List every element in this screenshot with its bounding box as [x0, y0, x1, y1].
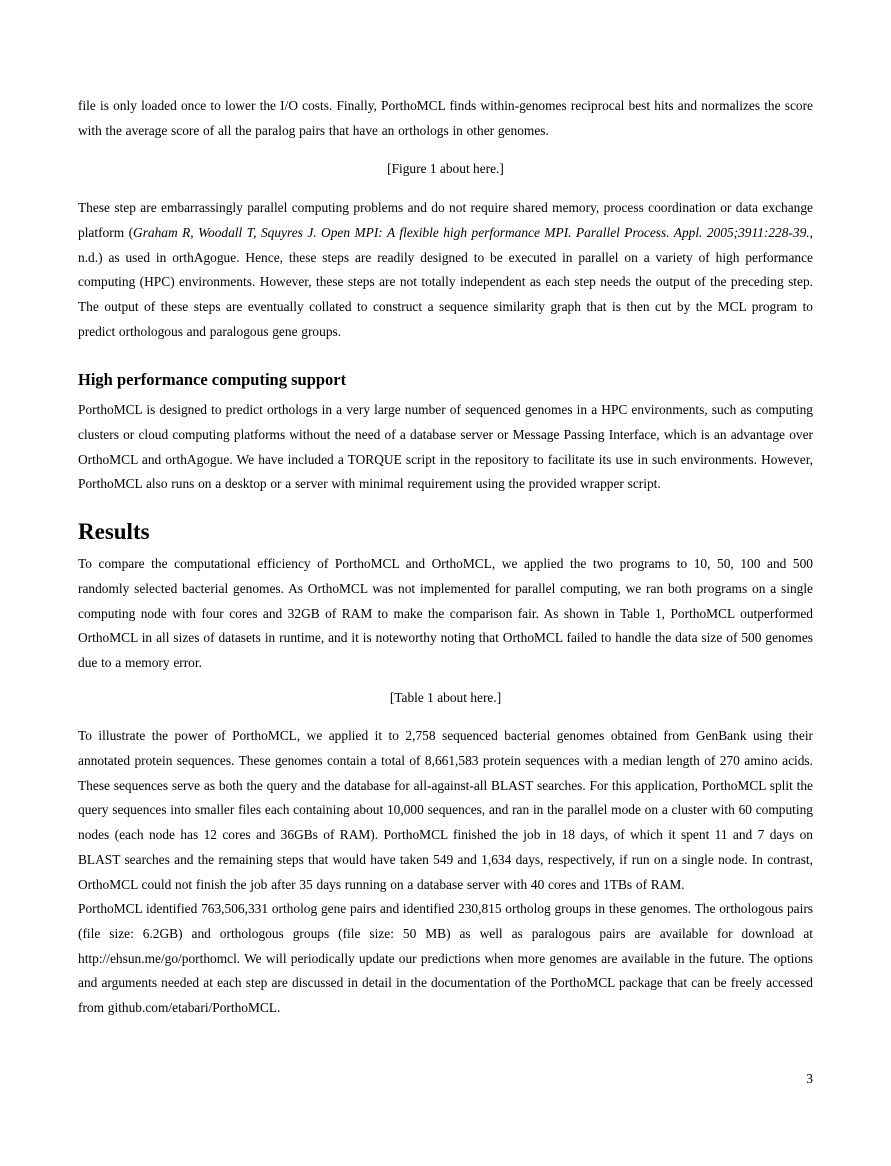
citation-italic: Graham R, Woodall T, Squyres J. Open MPI: A flexible high performance MPI. Parallel Process. Appl. 2005;3911:228-39.: [133, 224, 810, 240]
section-heading-results: Results: [78, 519, 150, 545]
paragraph-benchmark: To compare the computational efficiency of PorthoMCL and OrthoMCL, we applied the two programs to 10, 50, 100 and 500 randomly selected bacterial genomes. As OrthoMCL was not implemented for parallel computing, we ran both programs on a single computing node with four cores and 32GB of RAM to make the comparison fair. As shown in Table 1, PorthoMCL outperformed OrthoMCL in all sizes of datasets in runtime, and it is noteworthy noting that OrthoMCL failed to handle the data size of 500 genomes due to a memory error.: [78, 556, 813, 670]
paragraph-identified-orthologs: PorthoMCL identified 763,506,331 ortholog gene pairs and identified 230,815 ortholog groups in these genomes. The orthologous pairs (file size: 6.2GB) and orthologous groups (file size: 50 MB) as well as paralogous pairs are available for download at http://ehsun.me/go/porthomcl. We will periodically update our predictions when more genomes are available in the future. The options and arguments needed at each step are discussed in detail in the documentation of the PorthoMCL package that can be freely accessed from github.com/etabari/PorthoMCL.: [78, 901, 813, 1016]
table-placeholder: [Table 1 about here.]: [389, 689, 502, 705]
paragraph-parallel-pre: These step are embarrassingly parallel computing problems and do not require shared memory, process coordination or data exchange platform (: [78, 200, 813, 240]
paragraph-large-scale-run: To illustrate the power of PorthoMCL, we applied it to 2,758 sequenced bacterial genomes obtained from GenBank using their annotated protein sequences. These genomes contain a total of 8,661,583 protein sequences with a median length of 270 amino acids. These sequences serve as both the query and the database for all-against-all BLAST searches. For this application, PorthoMCL split the query sequences into smaller files each containing about 10,000 sequences, and ran in the parallel mode on a cluster with 60 computing nodes (each node has 12 cores and 36GBs of RAM). PorthoMCL finished the job in 18 days, of which it spent 11 and 7 days on BLAST searches and the remaining steps that would have taken 549 and 1,634 days, respectively, if run on a single node. In contrast, OrthoMCL could not finish the job after 35 days running on a database server with 40 cores and 1TBs of RAM.: [78, 728, 813, 892]
paragraph-parallel-post: , n.d.) as used in orthAgogue. Hence, these steps are readily designed to be executed in parallel on a variety of high performance computing (HPC) environments. However, these steps are not totally independent as each step needs the output of the preceding step. The output of these steps are eventually collated to construct a sequence similarity graph that is then cut by the MCL program to predict orthologous and paralogous gene groups.: [78, 224, 813, 339]
figure-placeholder: [Figure 1 about here.]: [387, 161, 504, 177]
paragraph-hpc-support: PorthoMCL is designed to predict orthologs in a very large number of sequenced genomes in a HPC environments, such as computing clusters or cloud computing platforms without the need of a database server or Message Passing Interface, which is an advantage over OrthoMCL and orthAgogue. We have included a TORQUE script in the repository to facilitate its use in such environments. However, PorthoMCL also runs on a desktop or a server with minimal requirement using the provided wrapper script.: [78, 402, 813, 492]
paragraph-io-costs: file is only loaded once to lower the I/O costs. Finally, PorthoMCL finds within-genomes reciprocal best hits and normalizes the score with the average score of all the paralog pairs that have an orthologs in other genomes.: [78, 98, 813, 138]
page-number: 3: [806, 1071, 813, 1086]
subsection-heading-hpc-support: High performance computing support: [78, 370, 347, 390]
paragraph-parallel-steps: [78, 196, 813, 344]
